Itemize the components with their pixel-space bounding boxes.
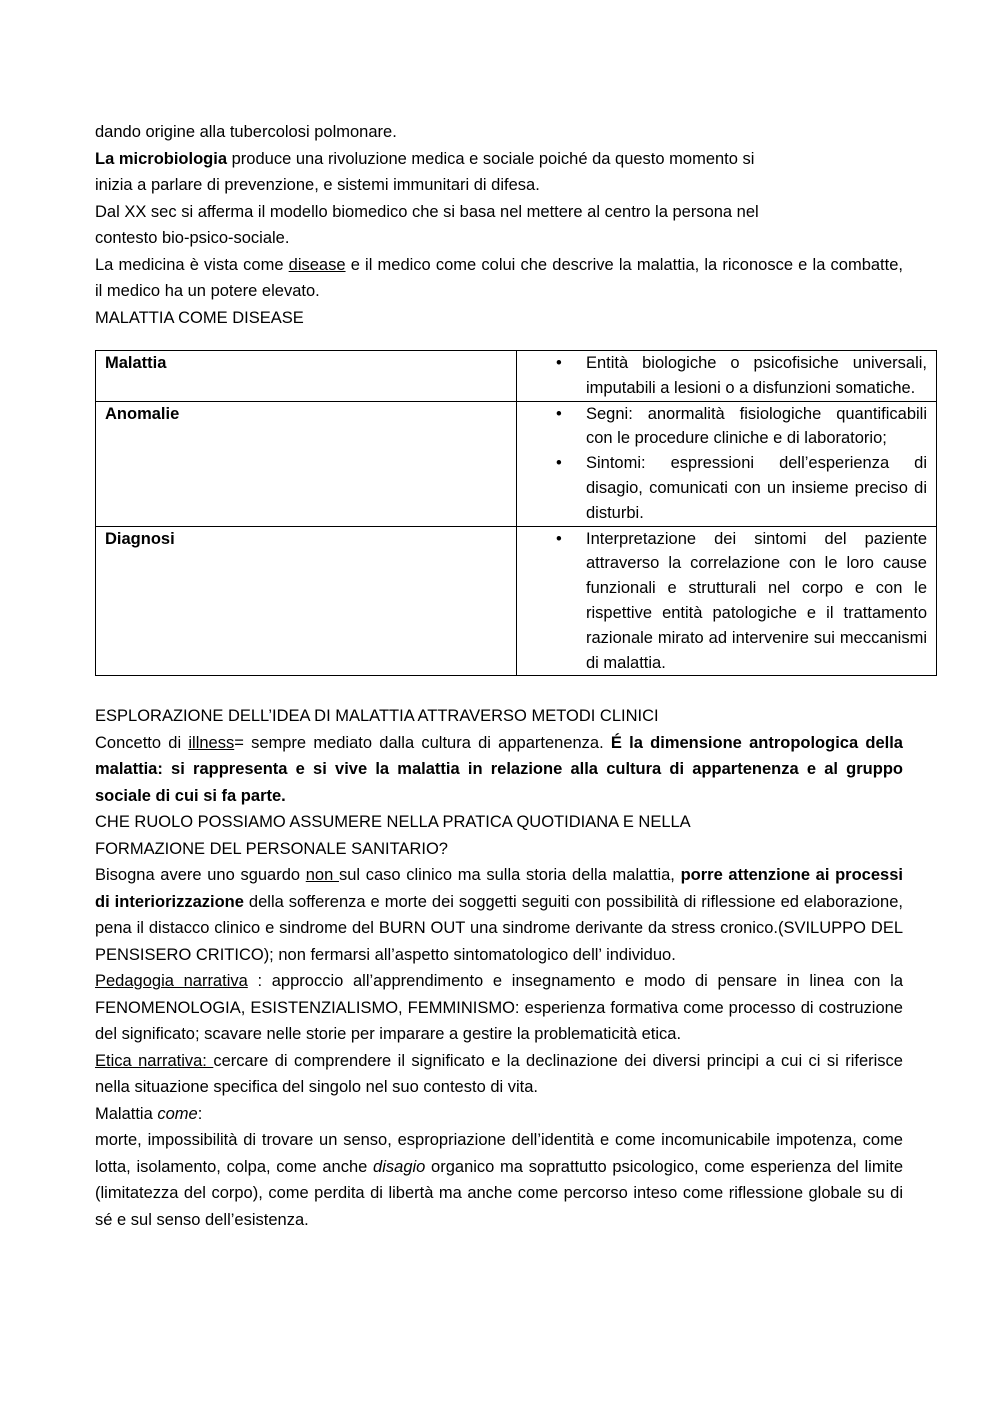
underlined-term: illness: [188, 733, 235, 752]
sguardo-paragraph: Bisogna avere uno sguardo non sul caso clinico ma sulla storia della malattia, porre attenzione ai processi di interiorizzazione della sofferenza e morte dei soggetti seguiti con possibilità di riflessione ed elaborazione, pena il distacco clinico e sindrome del BURN OUT una sindrome derivante da stress cronico.(SVILUPPO DEL PENSISERO CRITICO); non fermarsi all’aspetto sintomatologico dell’ individuo.: [95, 866, 903, 964]
bold-term: La microbiologia: [95, 149, 228, 168]
underlined-term: Pedagogia narrativa: [95, 972, 248, 991]
section-heading: CHE RUOLO POSSIAMO ASSUMERE NELLA PRATICA QUOTIDIANA E NELLA: [95, 813, 691, 832]
disease-table: [95, 350, 937, 676]
intro-line: inizia a parlare di prevenzione, e sistemi immunitari di difesa.: [95, 176, 540, 194]
definition-cell: [517, 526, 937, 676]
etica-paragraph: Etica narrativa: cercare di comprendere il significato e la declinazione dei diversi principi a cui ci si riferisce nella situazione specifica del singolo nel suo contesto di vita.: [95, 1051, 903, 1097]
underlined-term: disease: [288, 255, 346, 274]
bold-statement: É la dimensione antropologica della malattia: si rappresenta e si vive la malattia in relazione alla cultura di appartenenza e al gruppo sociale di cui si fa parte.: [95, 733, 903, 805]
table-row: [96, 401, 937, 526]
final-paragraph: morte, impossibilità di trovare un senso, espropriazione dell’identità e come incomunicabile impotenza, come lotta, isolamento, colpa, come anche disagio organico ma soprattutto psicologico, come esperienza del limite (limitatezza del corpo), come perdita di libertà ma anche come percorso inteso come riflessione globale su di sé e sul senso dell’esistenza.: [95, 1131, 904, 1229]
section-heading: ESPLORAZIONE DELL’IDEA DI MALATTIA ATTRAVERSO METODI CLINICI: [95, 707, 659, 726]
illness-paragraph: Concetto di illness= sempre mediato dalla cultura di appartenenza. É la dimensione antropologica della malattia: si rappresenta e si vive la malattia in relazione alla cultura di appartenenza e al gruppo sociale di cui si fa parte.: [95, 733, 903, 805]
term-cell: Anomalie: [96, 401, 517, 526]
intro-line: contesto bio-psico-sociale.: [95, 229, 290, 247]
bullet-list: [526, 527, 927, 676]
list-item: • Interpretazione dei sintomi del paziente attraverso la correlazione con le loro cause funzionali e strutturali nel corpo e con le rispettive entità patologiche e il trattamento razionale mirato ad intervenire sui meccanismi di malattia.: [586, 527, 927, 676]
document-page: [95, 119, 927, 1233]
underlined-term: non: [305, 866, 339, 885]
table-row: [96, 351, 937, 402]
bullet-list: [526, 402, 927, 526]
table-row: [96, 526, 937, 676]
pedagogia-paragraph: Pedagogia narrativa : approccio all’apprendimento e insegnamento e modo di pensare in linea con la FENOMENOLOGIA, ESISTENZIALISMO, FEMMINISMO: esperienza formativa come processo di costruzione del significato; scavare nelle storie per imparare a gestire la problematicità etica.: [95, 972, 903, 1044]
bullet-list: [526, 351, 927, 401]
list-item: • Entità biologiche o psicofisiche universali, imputabili a lesioni o a disfunzioni somatiche.: [586, 351, 927, 401]
list-item: • Segni: anormalità fisiologiche quantificabili con le procedure cliniche e di laboratorio;: [586, 402, 927, 452]
italic-term: come: [157, 1104, 198, 1123]
disease-paragraph: La medicina è vista come disease e il medico come colui che descrive la malattia, la riconosce e la combatte, il medico ha un potere elevato.: [95, 255, 903, 300]
microbiologia-paragraph: La microbiologia produce una rivoluzione medica e sociale poiché da questo momento si: [95, 149, 755, 168]
intro-line: dando origine alla tubercolosi polmonare.: [95, 123, 397, 141]
underlined-term: Etica narrativa:: [95, 1051, 214, 1070]
term-cell: Diagnosi: [96, 526, 517, 676]
italic-term: disagio: [373, 1157, 426, 1176]
intro-line: Dal XX sec si afferma il modello biomedico che si basa nel mettere al centro la persona nel: [95, 202, 759, 221]
malattia-come-line: Malattia come:: [95, 1104, 203, 1123]
bold-statement: porre attenzione ai processi di interiorizzazione: [95, 866, 903, 911]
section-heading: FORMAZIONE DEL PERSONALE SANITARIO?: [95, 839, 448, 858]
list-item: • Sintomi: espressioni dell’esperienza di disagio, comunicati con un insieme preciso di disturbi.: [586, 451, 927, 525]
term-cell: Malattia: [96, 351, 517, 402]
section-heading: MALATTIA COME DISEASE: [95, 308, 304, 327]
definition-cell: [517, 351, 937, 402]
definition-cell: [517, 401, 937, 526]
